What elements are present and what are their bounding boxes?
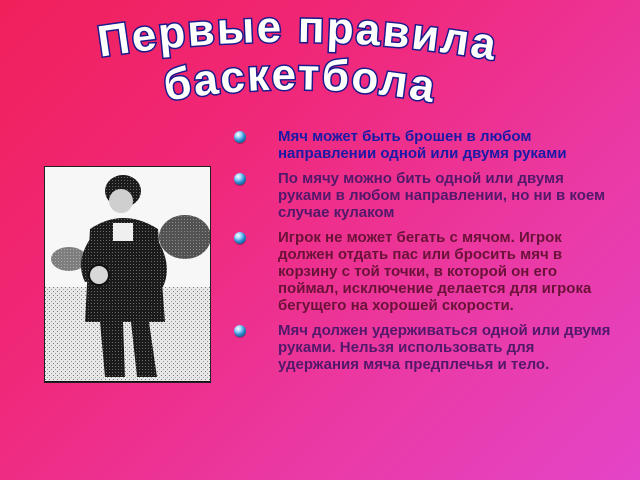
globe-bullet-icon bbox=[234, 131, 246, 143]
rules-list bbox=[232, 128, 612, 381]
globe-bullet-icon bbox=[234, 173, 246, 185]
rule-text-4: Мяч должен удерживаться одной или двумя руками. Нельзя использовать для удержания мяча предплечья и тело. bbox=[278, 322, 611, 373]
rule-text-2: По мячу можно бить одной или двумя руками в любом направлении, но ни в коем случае кулаком bbox=[278, 170, 606, 221]
globe-bullet-icon bbox=[234, 232, 246, 244]
rule-text-1: Мяч может быть брошен в любом направлении одной или двумя руками bbox=[278, 128, 567, 162]
title-line-1: Первые правила bbox=[94, 2, 502, 71]
rule-text-3: Игрок не может бегать с мячом. Игрок должен отдать пас или бросить мяч в корзину с той точки, в которой он его поймал, исключение делается для игрока бегущего на хорошей скорости. bbox=[278, 229, 592, 314]
slide-title bbox=[0, 0, 640, 120]
list-item bbox=[232, 229, 612, 314]
list-item bbox=[232, 170, 612, 221]
list-item bbox=[232, 128, 612, 162]
list-item bbox=[232, 322, 612, 373]
title-line-2: баскетбола bbox=[160, 50, 441, 113]
globe-bullet-icon bbox=[234, 325, 246, 337]
photo-illustration bbox=[45, 167, 210, 382]
photo-of-man-with-ball bbox=[44, 166, 211, 383]
